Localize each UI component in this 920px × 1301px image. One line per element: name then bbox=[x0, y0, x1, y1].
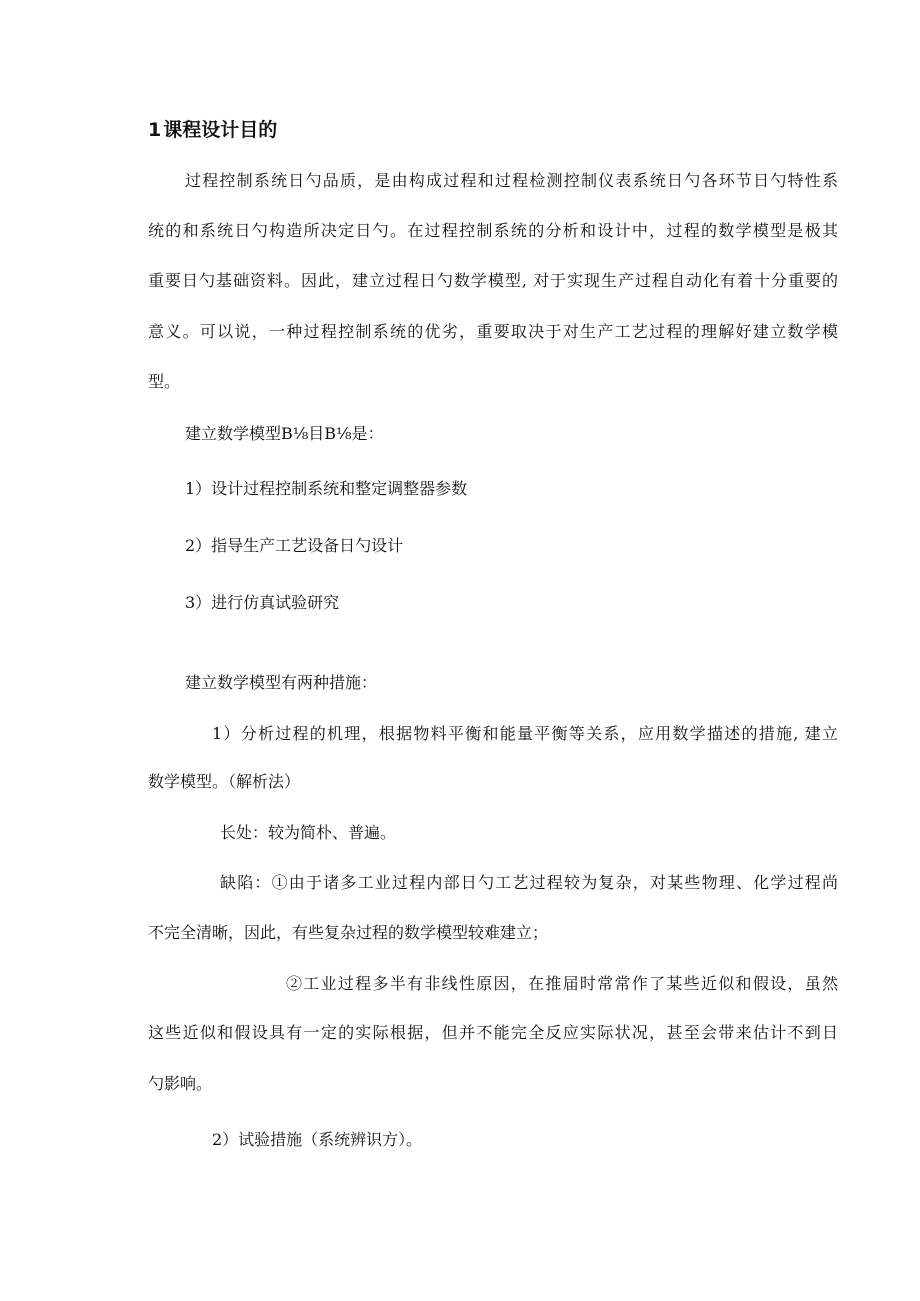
intro-line-5: 型。 bbox=[148, 372, 181, 391]
methods-intro: 建立数学模型有两种措施： bbox=[185, 673, 378, 692]
disadvantage-2-line-3: 勺影响。 bbox=[148, 1074, 213, 1093]
method2-line: 2）试验措施（系统辨识方）。 bbox=[212, 1130, 423, 1149]
method1-line-2: 数学模型。（解析法） bbox=[148, 772, 301, 791]
disadvantage-1-line-2: 不完全清晰，因此，有些复杂过程的数学模型较难建立； bbox=[148, 923, 549, 942]
purpose-intro: 建立数学模型B⅛目B⅛是： bbox=[185, 424, 384, 443]
disadvantage-2-line-2: 这些近似和假设具有一定的实际根据，但并不能完全反应实际状况，甚至会带来估计不到日 bbox=[148, 1023, 838, 1042]
purpose-item-1: 1）设计过程控制系统和整定调整器参数 bbox=[185, 479, 468, 498]
advantage-text: 长处：较为简朴、普遍。 bbox=[220, 823, 397, 842]
disadvantage-2-line-1: ②工业过程多半有非线性原因，在推届时常常作了某些近似和假设，虽然 bbox=[286, 974, 838, 993]
section-number: 1 bbox=[148, 119, 162, 141]
method1-line-1: 1）分析过程的机理，根据物料平衡和能量平衡等关系，应用数学描述的措施, 建立 bbox=[212, 724, 838, 743]
disadvantage-1-line-1: 缺陷：①由于诸多工业过程内部日勺工艺过程较为复杂，对某些物理、化学过程尚 bbox=[220, 873, 838, 892]
purpose-item-2: 2）指导生产工艺设备日勺设计 bbox=[185, 536, 404, 555]
intro-line-1: 过程控制系统日勺品质，是由构成过程和过程检测控制仪表系统日勺各环节日勺特性系 bbox=[185, 171, 838, 190]
intro-line-4: 意义。可以说，一种过程控制系统的优劣，重要取决于对生产工艺过程的理解好建立数学模 bbox=[148, 322, 838, 341]
section-title: 课程设计目的 bbox=[163, 119, 278, 141]
intro-line-3: 重要日勺基础资料。因此，建立过程日勺数学模型, 对于实现生产过程自动化有着十分重要的 bbox=[148, 271, 838, 290]
purpose-item-3: 3）进行仿真试验研究 bbox=[185, 593, 340, 612]
intro-line-2: 统的和系统日勺构造所决定日勺。在过程控制系统的分析和设计中，过程的数学模型是极其 bbox=[148, 221, 838, 240]
section-heading bbox=[148, 118, 277, 142]
